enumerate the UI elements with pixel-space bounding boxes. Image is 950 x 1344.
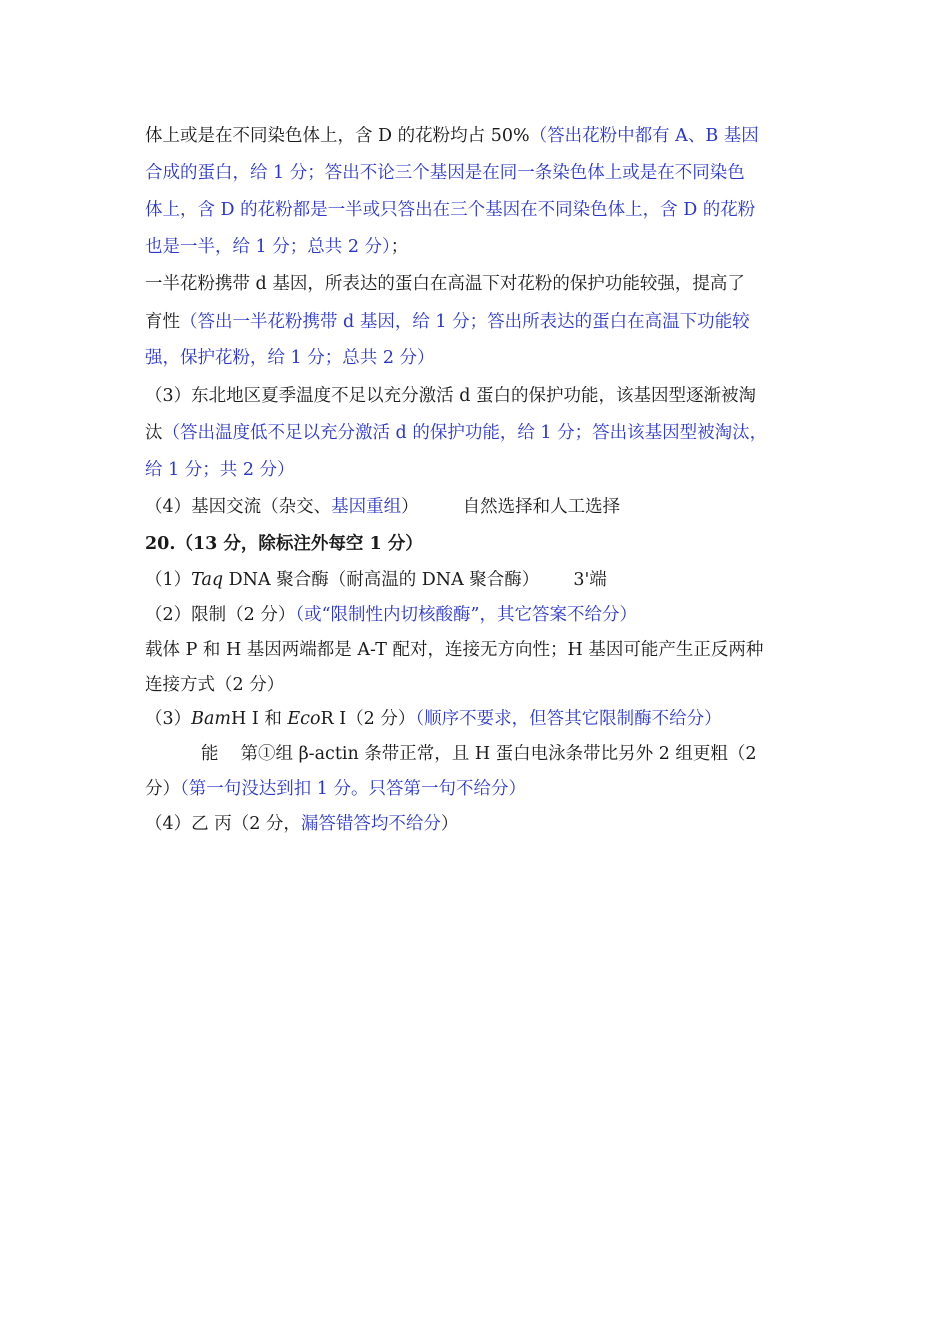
answer-text: R I（2 分） <box>320 709 416 729</box>
answer-text: DNA 聚合酶（耐高温的 DNA 聚合酶） <box>223 570 540 590</box>
scoring-note: 体上，含 D 的花粉都是一半或只答出在三个基因在不同染色体上，含 D 的花粉 <box>145 200 756 220</box>
answer-text: 第①组 β-actin 条带正常，且 H 蛋白电泳条带比另外 2 组更粗（2 <box>240 744 757 764</box>
scoring-note: （答出花粉中都有 A、B 基因 <box>529 126 759 146</box>
text-line <box>145 603 815 627</box>
answer-text: 载体 P 和 H 基因两端都是 A-T 配对，连接无方向性；H 基因可能产生正反两种 <box>145 640 764 660</box>
scoring-note: 给 1 分；共 2 分） <box>145 460 295 480</box>
answer-text: （2）限制（2 分） <box>145 605 296 625</box>
answer-text: （3） <box>145 709 192 729</box>
answer-text: Eco <box>287 709 321 729</box>
text-line <box>145 346 815 370</box>
answer-text: 体上或是在不同染色体上，含 D 的花粉均占 50% <box>145 126 530 146</box>
text-line <box>145 812 815 836</box>
text-line <box>145 198 815 222</box>
text-line <box>145 777 815 801</box>
text-line <box>145 532 815 556</box>
text-line <box>145 310 815 334</box>
text-line <box>145 707 815 731</box>
scoring-note: 漏答错答均不给分 <box>300 814 441 834</box>
scoring-note: 基因重组 <box>331 497 402 517</box>
scoring-note: （或“限制性内切核酸酶”，其它答案不给分） <box>295 605 637 625</box>
answer-text: 分） <box>145 779 180 799</box>
text-line <box>145 272 815 296</box>
answer-text: 20.（13 分，除标注外每空 1 分） <box>145 534 423 554</box>
answer-text: （4）乙 丙（2 分， <box>145 814 301 834</box>
answer-text: 汰 <box>145 423 163 443</box>
answer-text: 连接方式（2 分） <box>145 675 285 695</box>
text-line <box>145 384 815 408</box>
text-line <box>145 673 815 697</box>
scoring-note: 合成的蛋白，给 1 分；答出不论三个基因是在同一条染色体上或是在不同染色 <box>145 163 745 183</box>
text-line <box>145 161 815 185</box>
scoring-note: （答出温度低不足以充分激活 d 的保护功能，给 1 分；答出该基因型被淘汰， <box>162 423 768 443</box>
answer-text: ） <box>401 497 419 517</box>
scoring-note: 也是一半，给 1 分；总共 2 分） <box>145 237 391 257</box>
answer-text: 育性 <box>145 312 180 332</box>
text-line <box>145 638 815 662</box>
answer-text: （4）基因交流（杂交、 <box>145 497 332 517</box>
text-line <box>145 124 815 148</box>
answer-text: ） <box>440 814 459 834</box>
text-line <box>145 742 815 766</box>
scoring-note: （顺序不要求，但答其它限制酶不给分） <box>415 709 722 729</box>
answer-text: ； <box>390 237 409 257</box>
text-line <box>145 568 815 592</box>
answer-text: Taq <box>191 570 224 590</box>
scoring-note: （答出一半花粉携带 d 基因，给 1 分；答出所表达的蛋白在高温下功能较 <box>180 312 750 332</box>
answer-text: 3'端 <box>573 570 607 590</box>
text-line <box>145 421 815 445</box>
text-line <box>145 495 815 519</box>
answer-text: （3）东北地区夏季温度不足以充分激活 d 蛋白的保护功能，该基因型逐渐被淘 <box>145 386 756 406</box>
answer-text: Bam <box>191 709 232 729</box>
answer-text: （1） <box>145 570 192 590</box>
answer-text: 自然选择和人工选择 <box>462 497 621 517</box>
answer-text: 能 <box>201 744 219 764</box>
scoring-note: （第一句没达到扣 1 分。只答第一句不给分） <box>180 779 527 799</box>
scoring-note: 强，保护花粉，给 1 分；总共 2 分） <box>145 348 435 368</box>
text-line <box>145 235 815 259</box>
answer-text: H I 和 <box>231 709 288 729</box>
answer-text: 一半花粉携带 d 基因，所表达的蛋白在高温下对花粉的保护功能较强，提高了 <box>145 274 745 294</box>
text-line <box>145 458 815 482</box>
